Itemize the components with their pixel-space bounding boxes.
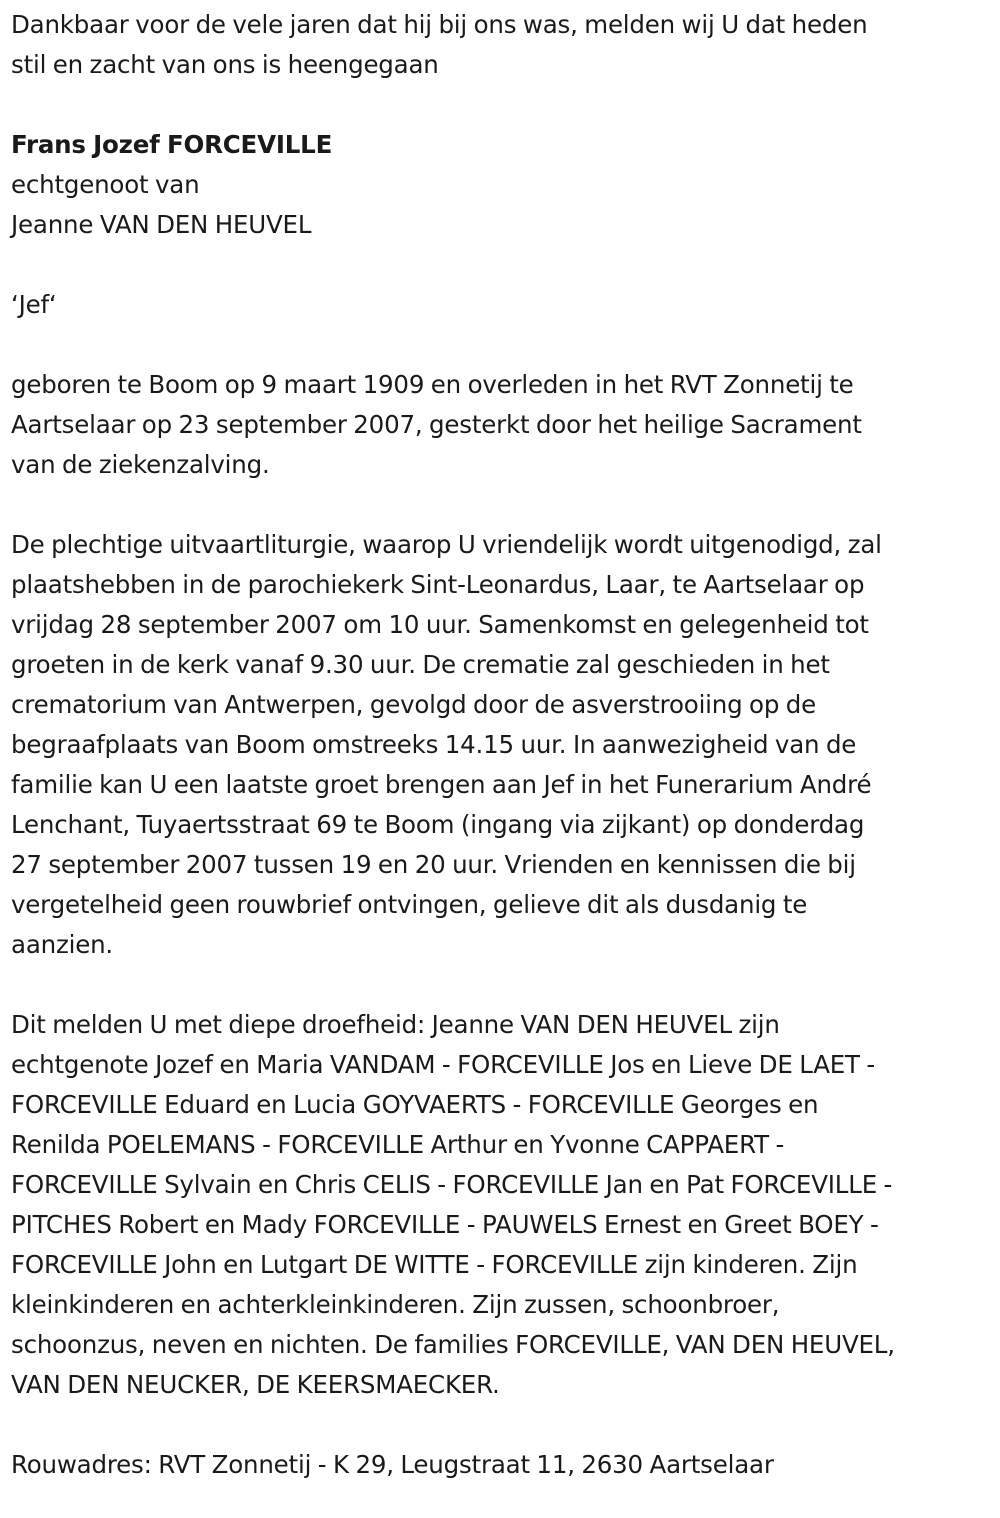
text-line: groeten in de kerk vanaf 9.30 uur. De crematie zal geschieden in het [11, 650, 830, 679]
text-line: Lenchant, Tuyaertsstraat 69 te Boom (ingang via zijkant) op donderdag [11, 810, 865, 839]
text-line: Dankbaar voor de vele jaren dat hij bij ons was, melden wij U dat heden [11, 10, 868, 39]
text-line: crematorium van Antwerpen, gevolgd door de asverstrooiing op de [11, 690, 817, 719]
text-line: FORCEVILLE Eduard en Lucia GOYVAERTS - FORCEVILLE Georges en [11, 1090, 819, 1119]
spouse-name: Jeanne VAN DEN HEUVEL [11, 210, 312, 239]
text-line: van de ziekenzalving. [11, 450, 270, 479]
text-line: begraafplaats van Boom omstreeks 14.15 uur. In aanwezigheid van de [11, 730, 857, 759]
intro-paragraph [11, 5, 1000, 85]
relation-label: echtgenoot van [11, 170, 200, 199]
paragraph-spacer [11, 245, 1000, 285]
text-line: vrijdag 28 september 2007 om 10 uur. Samenkomst en gelegenheid tot [11, 610, 869, 639]
text-line: FORCEVILLE Sylvain en Chris CELIS - FORCEVILLE Jan en Pat FORCEVILLE - [11, 1170, 893, 1199]
birth-death-paragraph [11, 365, 1000, 485]
text-line: Dit melden U met diepe droefheid: Jeanne VAN DEN HEUVEL zijn [11, 1010, 780, 1039]
text-line: stil en zacht van ons is heengegaan [11, 50, 439, 79]
paragraph-spacer [11, 1405, 1000, 1445]
paragraph-spacer [11, 965, 1000, 1005]
text-line: plaatshebben in de parochiekerk Sint-Leonardus, Laar, te Aartselaar op [11, 570, 865, 599]
mourning-address: Rouwadres: RVT Zonnetij - K 29, Leugstraat 11, 2630 Aartselaar [11, 1450, 774, 1479]
text-line: 27 september 2007 tussen 19 en 20 uur. Vrienden en kennissen die bij [11, 850, 856, 879]
text-line: PITCHES Robert en Mady FORCEVILLE - PAUWELS Ernest en Greet BOEY - [11, 1210, 879, 1239]
text-line: familie kan U een laatste groet brengen aan Jef in het Funerarium André [11, 770, 872, 799]
deceased-name: Frans Jozef FORCEVILLE [11, 130, 333, 159]
text-line: vergetelheid geen rouwbrief ontvingen, gelieve dit als dusdanig te [11, 890, 808, 919]
text-line: Renilda POELEMANS - FORCEVILLE Arthur en Yvonne CAPPAERT - [11, 1130, 785, 1159]
text-line: aanzien. [11, 930, 114, 959]
funeral-paragraph [11, 525, 1000, 965]
text-line: geboren te Boom op 9 maart 1909 en overleden in het RVT Zonnetij te [11, 370, 854, 399]
text-line: kleinkinderen en achterkleinkinderen. Zijn zussen, schoonbroer, [11, 1290, 780, 1319]
family-paragraph [11, 1005, 1000, 1405]
paragraph-spacer [11, 485, 1000, 525]
text-line: De plechtige uitvaartliturgie, waarop U vriendelijk wordt uitgenodigd, zal [11, 530, 882, 559]
nickname: ‘Jef‘ [11, 290, 57, 319]
paragraph-spacer [11, 85, 1000, 125]
text-line: schoonzus, neven en nichten. De families FORCEVILLE, VAN DEN HEUVEL, [11, 1330, 895, 1359]
text-line: FORCEVILLE John en Lutgart DE WITTE - FORCEVILLE zijn kinderen. Zijn [11, 1250, 858, 1279]
paragraph-spacer [11, 325, 1000, 365]
text-line: echtgenote Jozef en Maria VANDAM - FORCEVILLE Jos en Lieve DE LAET - [11, 1050, 876, 1079]
deceased-block [11, 125, 1000, 325]
text-line: Aartselaar op 23 september 2007, gesterkt door het heilige Sacrament [11, 410, 862, 439]
address-block [11, 1445, 1000, 1485]
text-line: VAN DEN NEUCKER, DE KEERSMAECKER. [11, 1370, 500, 1399]
